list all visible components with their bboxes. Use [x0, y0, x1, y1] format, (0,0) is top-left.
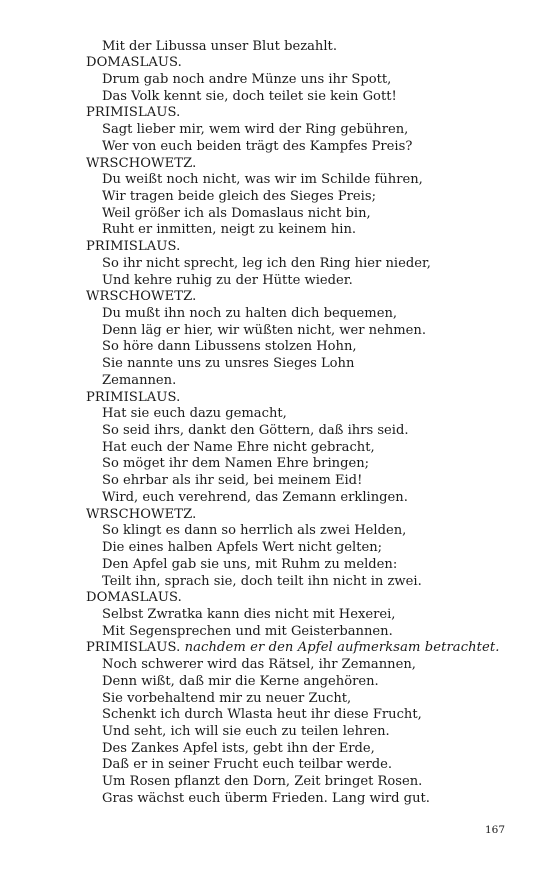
verse-text: So seid ihrs, dankt den Göttern, daß ihrs seid.: [102, 423, 409, 439]
verse-line: [86, 256, 526, 273]
verse-line: [86, 323, 526, 340]
speaker-name: [86, 390, 526, 407]
verse-text: Mit der Libussa unser Blut bezahlt.: [102, 38, 337, 54]
verse-line: [86, 39, 526, 56]
verse-line: [86, 724, 526, 741]
verse-text: Gras wächst euch überm Frieden. Lang wird gut.: [102, 790, 430, 806]
speaker-name: [86, 156, 526, 173]
drama-text: [86, 39, 526, 808]
verse-text: Sie vorbehaltend mir zu neuer Zucht,: [102, 690, 352, 706]
verse-text: So ihr nicht sprecht, leg ich den Ring hier nieder,: [102, 255, 431, 271]
verse-line: [86, 540, 526, 557]
verse-line: [86, 523, 526, 540]
verse-text: Um Rosen pflanzt den Dorn, Zeit bringet Rosen.: [102, 774, 423, 790]
speaker-name: [86, 105, 526, 122]
verse-line: [86, 273, 526, 290]
verse-text: Das Volk kennt sie, doch teilet sie kein Gott!: [102, 88, 397, 104]
verse-line: [86, 339, 526, 356]
verse-line: [86, 423, 526, 440]
verse-text: Teilt ihn, sprach sie, doch teilt ihn nicht in zwei.: [102, 573, 422, 589]
verse-line: [86, 406, 526, 423]
verse-line: [86, 440, 526, 457]
verse-text: Daß er in seiner Frucht euch teilbar werde.: [102, 757, 393, 773]
verse-line: [86, 456, 526, 473]
verse-text: Zemannen.: [102, 372, 177, 388]
verse-text: Selbst Zwratka kann dies nicht mit Hexerei,: [102, 606, 396, 622]
verse-line: [86, 473, 526, 490]
verse-text: Sagt lieber mir, wem wird der Ring gebühren,: [102, 122, 409, 138]
verse-text: Mit Segensprechen und mit Geisterbannen.: [102, 623, 393, 639]
verse-text: Denn läg er hier, wir wüßten nicht, wer nehmen.: [102, 322, 427, 338]
verse-line: [86, 624, 526, 641]
verse-text: Wir tragen beide gleich des Sieges Preis;: [102, 188, 377, 204]
verse-text: Schenkt ich durch Wlasta heut ihr diese Frucht,: [102, 707, 422, 723]
verse-text: Hat euch der Name Ehre nicht gebracht,: [102, 439, 375, 455]
verse-line: [86, 607, 526, 624]
page-number: 167: [484, 824, 505, 836]
verse-line: [86, 674, 526, 691]
verse-text: Weil größer ich als Domaslaus nicht bin,: [102, 205, 371, 221]
verse-text: Denn wißt, daß mir die Kerne angehören.: [102, 673, 379, 689]
verse-text: Die eines halben Apfels Wert nicht gelten;: [102, 540, 383, 556]
verse-text: Hat sie euch dazu gemacht,: [102, 406, 287, 422]
speaker-name: [86, 640, 526, 657]
verse-text: Wird, euch verehrend, das Zemann erklingen.: [102, 489, 408, 505]
speaker-label: PRIMISLAUS.: [86, 239, 181, 255]
verse-line: [86, 306, 526, 323]
verse-line: [86, 791, 526, 808]
verse-line: [86, 139, 526, 156]
verse-text: Und seht, ich will sie euch zu teilen lehren.: [102, 723, 390, 739]
verse-text: Den Apfel gab sie uns, mit Ruhm zu melden:: [102, 556, 398, 572]
verse-line: [86, 741, 526, 758]
verse-line: [86, 122, 526, 139]
verse-text: Du weißt noch nicht, was wir im Schilde führen,: [102, 172, 423, 188]
verse-line: [86, 89, 526, 106]
verse-line: [86, 657, 526, 674]
verse-line: [86, 691, 526, 708]
speaker-label: PRIMISLAUS.: [86, 105, 181, 121]
verse-line: [86, 206, 526, 223]
verse-text: Des Zankes Apfel ists, gebt ihn der Erde,: [102, 740, 375, 756]
speaker-name: [86, 507, 526, 524]
verse-line: [86, 373, 526, 390]
verse-line: [86, 574, 526, 591]
verse-text: Noch schwerer wird das Rätsel, ihr Zemannen,: [102, 657, 416, 673]
speaker-label: DOMASLAUS.: [86, 55, 182, 71]
verse-line: [86, 72, 526, 89]
verse-text: Sie nannte uns zu unsres Sieges Lohn: [102, 356, 355, 372]
speaker-name: [86, 55, 526, 72]
speaker-label: PRIMISLAUS.: [86, 389, 181, 405]
verse-text: Drum gab noch andre Münze uns ihr Spott,: [102, 71, 392, 87]
verse-line: [86, 222, 526, 239]
verse-text: Und kehre ruhig zu der Hütte wieder.: [102, 272, 353, 288]
verse-line: [86, 189, 526, 206]
speaker-label: WRSCHOWETZ.: [86, 506, 197, 522]
speaker-name: [86, 590, 526, 607]
verse-text: Ruht er inmitten, neigt zu keinem hin.: [102, 222, 357, 238]
verse-text: So höre dann Libussens stolzen Hohn,: [102, 339, 357, 355]
speaker-label: DOMASLAUS.: [86, 590, 182, 606]
speaker-label: WRSCHOWETZ.: [86, 155, 197, 171]
verse-text: Du mußt ihn noch zu halten dich bequemen,: [102, 306, 398, 321]
verse-line: [86, 356, 526, 373]
speaker-name: [86, 239, 526, 256]
verse-text: Wer von euch beiden trägt des Kampfes Preis?: [102, 138, 413, 154]
verse-text: So klingt es dann so herrlich als zwei Helden,: [102, 523, 407, 539]
speaker-name: [86, 289, 526, 306]
stage-direction: nachdem er den Apfel aufmerksam betrachtet.: [184, 640, 500, 656]
verse-line: [86, 774, 526, 791]
speaker-label: PRIMISLAUS.: [86, 640, 181, 656]
verse-line: [86, 757, 526, 774]
speaker-label: WRSCHOWETZ.: [86, 289, 197, 305]
verse-line: [86, 707, 526, 724]
verse-line: [86, 490, 526, 507]
verse-text: So ehrbar als ihr seid, bei meinem Eid!: [102, 473, 363, 489]
verse-line: [86, 557, 526, 574]
verse-text: So möget ihr dem Namen Ehre bringen;: [102, 456, 370, 472]
verse-line: [86, 172, 526, 189]
